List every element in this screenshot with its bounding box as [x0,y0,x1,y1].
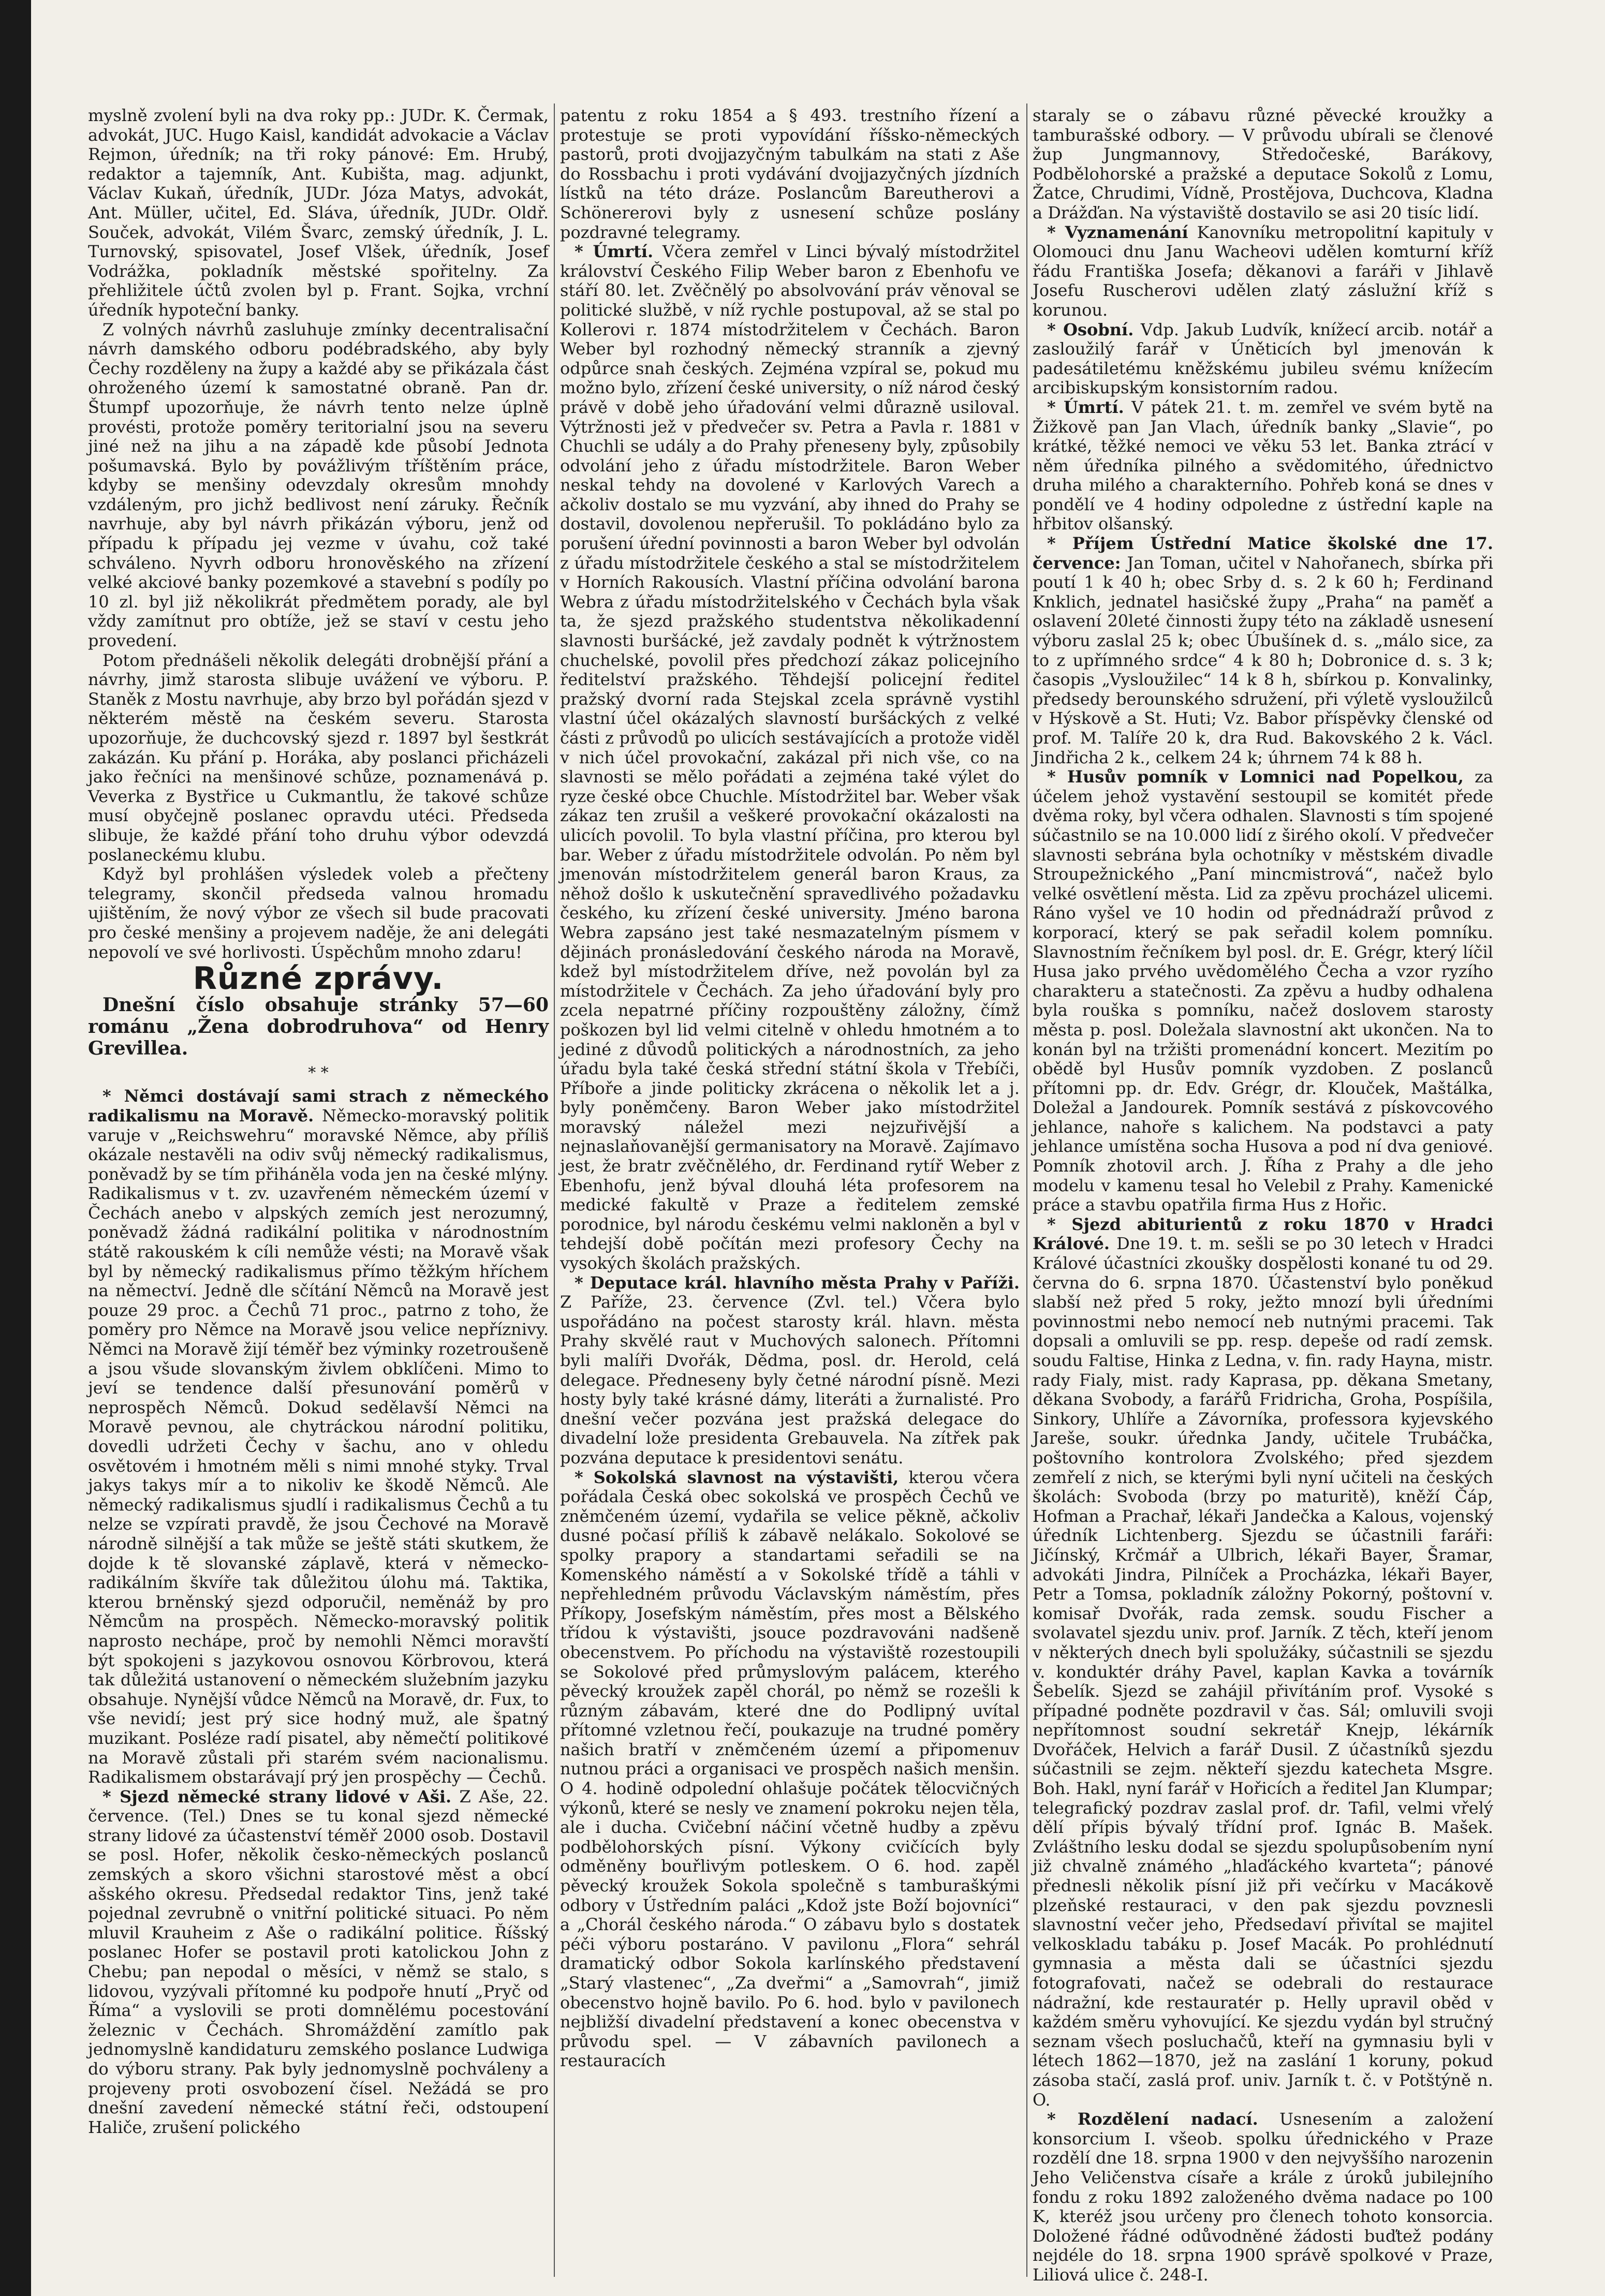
article-continuation: staraly se o zábavu různé pěvecké kroužky a tamburašské odbory. — V průvodu ubírali se členové žup Jungmannovy, Středočeské, Barákovy, Podbělohorské a pražské a deputace Sokolů z Lomu, Žatce, Chrudimi, Vídně, Prostějova, Duchcova, Kladna a Drážďan. Na výstaviště dostavilo se asi 20 tisíc lidí. [1033,106,1493,223]
article-paragraph: Z volných návrhů zasluhuje zmínky decentralisační návrh damského odboru podébradského, aby byly Čechy rozděleny na župy a každé aby se přikázala část ohroženého území k samostatné obraně. Pan dr. Štumpf upozorňuje, že návrh tento nelze úplně provésti, protože poměry teritorialní jsou na severu jiné než na jihu a na západě kde působí Jednota pošumavská. Bylo by povážlivým tříštěním práce, kdyby se menšiny odevzdaly okresům mnohdy vzdáleným, pro jichž bedlivost není záruky. Řečník navrhuje, aby byl návrh přikázán výboru, jenž od případu k případu jej vezme v úvahu, což také schváleno. Nyvrh odboru hronověského na zřízení velké akciové banky pozemkové a stavební s podíly po 10 zl. byl již několikrát předmětem porady, ale byl vždy zamítnut pro obtíže, jež se staví v cestu jeho provedení. [88,319,549,651]
article-continuation: myslně zvolení byli na dva roky pp.: JUDr. K. Čermak, advokát, JUC. Hugo Kaisl, kandidát advokacie a Václav Rejmon, úředník; na tři roky pánové: Em. Hrubý, redaktor a tajemník, Ant. Kubišta, mag. adjunkt, Václav Kukaň, úředník, JUDr. Józa Matys, advokát, Ant. Müller, učitel, Ed. Sláva, úředník, JUDr. Oldř. Souček, advokát, Vilém Švarc, zemský úředník, J. L. Turnovský, spisovatel, Josef Vlšek, úředník, Josef Vodrážka, pokladník městské spořitelny. Za přehližitele účtů zvolen byl p. Frant. Sojka, vrchní úředník hypoteční banky. [88,106,549,320]
news-text: kterou včera pořádala Česká obec sokolská ve prospěch Čechů ve zněmčeném území, vydařila se velice pěkně, ačkoliv dusné počasí příliš k zábavě nelákalo. Sokolové se spolky prapory a standartami seřadili se na Komenského náměstí a v Sokolské třídě a táhli v nepřehledném průvodu Václavským náměstím, přes Příkopy, Josefským náměstím, přes most a Bělského třídou k výstavišti, jsouce pozdravováni nadšeně obecenstvem. Po příchodu na výstaviště rozestoupili se Sokolové před průmyslovým palácem, kterého pěvecký kroužek zapěl chorál, po němž se rozešli k různým zábavám, které dne do Podlipný uvítal přítomné vzletnou řečí, poukazuje na trudné poměry našich bratří v zněmčeném území a připomenuv nutnou práci a organisaci ve prospěch našich menšin. O 4. hodině odpolední ohlašuje počátek tělocvičných výkonů, které se nesly ve znamení pokroku nejen těla, ale i ducha. Cvičební náčiní včetně hudby a zpěvu podbělohorských písní. Výkony cvičících byly odměněny bouřlivým potleskem. O 6. hod. zapěl pěvecký kroužek Sokola společně s tamburaškými odbory v Ústředním paláci „Kdož jste Boží bojovníci“ a „Chorál českého národa.“ O zábavu bylo s dostatek péči výboru postaráno. V pavilonu „Flora“ sehrál dramatický odbor Sokola karlínského představení „Starý vlastenec“, „Za dveřmi“ a „Samovrah“, jimiž obecenstvo hojně bavilo. Po 6. hod. bylo v pavilonech nejbližší divadelní představení a konec obecenstva v průvodu spel. — V zábavních pavilonech a restauracích [560,1467,1020,2071]
news-title: * Příjem Ústřední Matice školské dne 17. července: [1033,534,1493,573]
article-paragraph: Když byl prohlášen výsledek voleb a přečteny telegramy, skončil předseda valnou hromadu ujištěním, že nový výbor ze všech sil bude pracovati pro české menšiny a projevem naděje, že ani delegáti nepovolí ve své horlivosti. Úspěchům mnoho zdaru! [88,864,549,962]
news-title: * Deputace král. hlavního města Prahy v Paříži. [575,1272,1020,1293]
news-title: * Rozdělení nadací. [1047,2109,1258,2129]
scan-edge [0,0,31,2296]
separator-stars: * * [308,1063,329,1082]
news-title: * Osobní. [1047,319,1134,339]
news-text: za účelem jehož vystavění sestoupil se komitét přede dvěma roky, byl včera odhalen. Slavnosti s tím spojené súčastnilo se na 10.000 lidí z širého okolí. V předvečer slavnosti sebrána byla ochotníky v městském divadle Stroupežnického „Paní mincmistrová“, načež bylo velké osvětlení města. Lid za zpěvu procházel ulicemi. Ráno vyšel ve 10 hodin od přednádraží průvod z korporací, který se pak seřadil kolem pomníku. Slavnostním řečníkem byl posl. dr. E. Grégr, který líčil Husa jako prvého uvědomělého Čecha a vzor ryzího charakteru a statečnosti. Za zpěvu a hudby odhalena byla rouška s pomníku, načež doslovem starosty města p. posl. Doležala slavnostní akt ukončen. Na to konán byl na tržišti promenádní koncert. Mezitím po obědě byl Husův pomník vyzdoben. Z poslanců přítomni pp. dr. Edv. Grégr, dr. Klouček, Maštálka, Doležal a Jandourek. Pomník sestává z pískovcového jehlance, nahoře s kalichem. Na podstavci a paty jehlance umístěna socha Husova a pod ní dva geniové. Pomník zhotovil arch. J. Říha z Prahy a dle jeho modelu v kamenu tesal ho Velebil z Prahy. Kamenické práce a stavbu opatřila firma Hus z Hořic. [1033,767,1493,1215]
news-text: Kanovníku metropolitní kapituly v Olomouci dnu Janu Wacheovi udělen komturní kříž řádu Františka Josefa; děkanovi a faráři v Jihlavě Josefu Ruscherovi udělen zlatý záslužní kříž s korunou. [1033,222,1494,320]
news-text: Z Paříže, 23. července (Zvl. tel.) Včera bylo uspořádáno na počest starosty král. hlavn. města Prahy skvělé raut v Muchových salonech. Přítomni byli malíři Dvořák, Dědma, posl. dr. Herold, celá delegace. Předneseny byly četné národní písně. Mezi hosty byly také krásné dámy, literáti a žurnalisté. Pro dnešní večer pozvána jest pražská delegace do divadelní lože presidenta Grebauvela. Na zítřek pak pozvána deputace k presidentovi senátu. [560,1292,1020,1468]
news-title: * Němci dostávají sami strach z německého radikalismu na Moravě. [88,1086,549,1125]
article-continuation: patentu z roku 1854 a § 493. trestního řízení a protestuje se proti vypovídání říšsko-německých pastorů, proti dvojjazyčným tabulkám na stati z Aše do Rossbachu i proti vydávání dvojjazyčných jízdních lístků na této dráze. Poslancům Bareutherovi a Schönererovi byly z usnesení schůze poslány pozdravné telegramy. [560,106,1020,242]
news-title: * Úmrtí. [1047,397,1124,417]
news-text: Jan Toman, učitel v Nahořanech, sbírka při poutí 1 k 40 h; obec Srby d. s. 2 k 60 h; Ferdinand Knklich, jednatel hasičské župy „Praha“ na paměť a oslavení 20leté činnosti župy této na základě usnesení výboru zaslal 25 k; obec Úbušínek d. s. „málo sice, za to z upřímného srdce“ 4 k 80 h; Dobronice d. s. 3 k; časopis „Vysloužilec“ 14 k 8 h, sbírkou p. Konvalinky, předsedy berounského sdružení, při výletě vysloužilců v Hýskově a St. Huti; Vz. Babor příspěvky členské od prof. M. Talíře 20 k, dra Rud. Bakovského 2 k. Václ. Jindřicha 2 k., celkem 24 k; úhrnem 74 k 88 h. [1033,553,1494,767]
news-text: Včera zemřel v Linci bývalý místodržitel království Českého Filip Weber baron z Ebenhofu ve stáří 80. let. Zvěčnělý po absolvování práv věnoval se politické službě, v níž rychle postupoval, až se stal po Kollerovi r. 1874 místodržitelem v Čechách. Baron Weber byl rozhodný německý stranník a zjevný odpůrce snah českých. Zejména vzpíral se, pokud mu možno bylo, zřízení české university, o níž národ český právě v době jeho úřadování velmi důrazně usiloval. Výtržnosti jež v předvečer sv. Petra a Pavla r. 1881 v Chuchli se udály a do Prahy přeneseny byly, způsobily odvolání jeho z úřadu místodržitele. Baron Weber neskal tehdy na dovolené v Karlových Varech a ačkoliv dostalo se mu vyzvání, aby ihned do Prahy se dostavil, dovolenou nepřerušil. To pokládáno bylo za porušení úřední povinnosti a baron Weber byl odvolán z úřadu místodržitele českého a stal se místodržitelem v Horních Rakousích. Vlastní příčina odvolání barona Webra z úřadu místodržitelského v Čechách byla však ta, že sjezd pražského studentstva několikadenní slavnosti buršácké, jež zavdaly podnět k výtržnostem chuchelské, povolil přes předchozí zákaz policejního ředitelství pražského. Těhdejší policejní ředitel pražský dvorní rada Stejskal zcela správně vystihl vlastní účel okázalých slavností buršáckých z velké části z průvodů po ulicích sestávajících a protože viděl v nich účel provokační, zakázal při nich vše, co na slavnosti se mělo pořádati a zejména také výlet do ryze české obce Chuchle. Místodržitel bar. Weber však zákaz ten zrušil a veškeré provokační okázalosti na ulicích povolil. To byla vlastní příčina, pro kterou byl bar. Weber z úřadu místodržitele odvolán. Po něm byl jmenován místodržitelem generál baron Kraus, za něhož došlo k uskutečnění spravedlivého požadavku českého, ku zřízení české university. Jméno barona Webra zapsáno jest také nesmazatelným písmem v dějinách pronásledování českého národa na Moravě, kdež byl místodržitelem dříve, než povolán byl za místodržitele v Čechách. Za jeho úřadování byly pro zcela nepatrné příčiny rozpouštěny záložny, čímž poškozen byl lid velmi citelně v ohledu hmotném a to jediné z důvodů politických a národnostních, za jeho úřadu byla také česká střední státní škola v Třebíči, Příboře a jinde politicky zkrácena o několik let a j. byly poněmčeny. Baron Weber jako místodržitel moravský náležel mezi nejzuřivější a nejnaslaňovanější germanisatory na Moravě. Zajímavo jest, že bratr zvěčnělého, dr. Ferdinand rytíř Weber z Ebenhofu, jenž býval dlouhá léta profesorem na medické fakultě v Praze a ředitelem zemské porodnice, byl národu českému velmi nakloněn a byl v tehdejší době počítán mezi profesory Čechy na vysokých školách pražských. [560,242,1020,1273]
news-title: * Sokolská slavnost na výstavišti, [575,1467,899,1487]
news-text: Německo-moravský politik varuje v „Reichswehru“ moravské Němce, aby příliš okázale nestavěli na odiv svůj německý radikalismus, poněvadž by se tím přiháněla voda jen na české mlýny. Radikalismus v t. zv. uzavřeném německém území v Čechách anebo v alpských zemích jest nerozumný, poněvadž žádná radikální politika v národnostním státě rakouském k cíli nemůže vésti; na Moravě však byl by německý radikalismus přímo těžkým hříchem na němectví. Jedně dle sčítání Němců na Moravě jest pouze 29 proc. a Čechů 71 proc., patrno z toho, že poměry pro Němce na Moravě jsou velice nepříznivy. Němci na Moravě žijí téměř bez výminky rozetroušeně a jsou všude slovanským živlem obklíčeni. Mimo to jeví se tendence další přesunování poměrů v neprospěch Němců. Dokud sedělavší Němci na Moravě pevnou, ale chytráckou národní politiku, dovedli udržeti Čechy v šachu, ano v ohledu osvětovém i hmotném měli s nimi mnohé styky. Trval jakys takys mír a to nikoliv ke škodě Němců. Ale německý radikalismus sjudlí i radikalismus Čechů a tu nelze se vzpírati pravdě, že jsou Čechové na Moravě národně silnější a tak může se ještě státi skutkem, že dojde k tě slovanské záplavě, která v německo-radikálním škvíře tak důležitou úlohu má. Taktika, kterou brněnský sjezd odporučil, neměnáž by pro Němcům na prospěch. Německo-moravský politik naprosto nechápe, proč by nemohli Němci moravští být spokojeni s jazykovou osnovou Körbrovou, která tak důležitá ustanovení o německém služebním jazyku obsahuje. Nynější vůdce Němců na Moravě, dr. Fux, to vše nevidí; jest prý sice hodný muž, ale špatný muzikant. Posléze radí pisatel, aby němečtí politikové na Moravě zůstali při starém svém nacionalismu. Radikalismem obstarávají prý jen prospěchy — Čechů. [88,1105,549,1787]
news-text: Usnesením a založení konsorcium I. všeob. spolku úřednického v Praze rozdělí dne 18. srpna 1900 v den nejvyššího narozenin Jeho Veličenstva císaře a krále z úroků jubilejního fondu z roku 1892 založeného dvěma nadace po 100 K, kteréž jsou určeny pro členech tohoto konsorcia. Doložené řádné odůvodněné žádosti buďtež podány nejdéle do 18. srpna 1900 správě spolkové v Praze, Liliová ulice č. 248-I. [1033,2109,1493,2285]
column-rule [554,103,555,2277]
news-title: * Husův pomník v Lomnici nad Popelkou, [1047,767,1464,787]
news-title: * Sjezd abiturientů z roku 1870 v Hradci Králové. [1033,1214,1493,1254]
news-title: * Vyznamenání [1047,222,1188,242]
section-heading: Různé zprávy. [193,960,444,997]
novel-announcement: Dnešní číslo obsahuje stránky 57—60 románu „Žena dobrodruhova“ od Henry Grevillea. [88,994,549,1059]
column-2 [560,106,1020,2274]
news-title: * Sjezd německé strany lidové v Aši. [102,1786,452,1806]
news-text: V pátek 21. t. m. zemřel ve svém bytě na Žižkově pan Jan Vlach, úředník banky „Slavie“, po krátké, těžké nemoci ve věku 53 let. Banka ztrácí v něm úředníka pilného a svědomitého, úřednictvo druha milého a charakterního. Pohřeb koná se dnes v pondělí ve 4 hodiny odpoledne z ústřední kaple na hřbitov olšanský. [1033,397,1494,534]
column-rule [1026,103,1027,2277]
column-3 [1033,106,1494,2285]
news-title: * Úmrtí. [575,242,654,262]
column-1 [88,106,549,2274]
news-text: Dne 19. t. m. sešli se po 30 letech v Hradci Králové účastníci zkoušky dospělosti konané tu od 29. června do 6. srpna 1870. Účastenství bylo poněkud slabší než před 5 roky, ježto mnozí byli úředními povinnostmi nebo nemocí neb nutnými pracemi. Tak dopsali a omluvili se pp. resp. depeše od radí zemsk. soudu Faltise, Hinka z Ledna, v. fin. rady Hayna, mistr. rady Fialy, mist. rady Kaprasa, pp. děkana Smetany, děkana Svobody, a farářů Fridricha, Groha, Pospíšila, Sinkory, Uhlíře a Závorníka, professora kyjevského Jareše, soukr. úřednka Jandy, učitele Trubáčka, poštovního kontrolora Zvolského; před sjezdem zemřelí z nich, se kterými byli nyní učiteli na českých školách: Svoboda (brzy po maturitě), kněží Čáp, Hofman a Prachař, lékaři Jandečka a Kalous, vojenský úředník Lichtenberg. Sjezdu se účastnili faráři: Jičínský, Krčmář a Ulbrich, lékaři Bayer, Šramar, advokáti Jindra, Pilníček a Procházka, lékaři Bayer, Petr a Tomsa, pokladník záložny Pokorný, poštovní v. komisař Dvořák, rada zemsk. soudu Fischer a svolavatel sjezdu univ. prof. Jarník. Z těch, kteří jenom v některých dnech byli spolužáky, súčastnili se sjezdu v. konduktér dráhy Pavel, kaplan Kavka a továrník Šebelík. Sjezd se zahájil přivítáním prof. Vysoké s případné podněte pozdravil v čas. Sál; omluvili svoji nepřítomnost soudní sekretář Knejp, lékárník Dvořáček, Helvich a farář Dusil. Z účastníků sjezdu súčastnili se zejm. někteří sjezdu katecheta Msgre. Boh. Hakl, nyní farář v Hořicích a ředitel Jan Klumpar; telegrafický pozdrav zaslal prof. dr. Tafil, velmi vřelý dělí přípis bývalý třídní prof. Ignác B. Mašek. Zvláštního lesku dodal se sjezdu spolupůsobením nyní již chvalně známého „hlaďáckého kvarteta“; pánové přednesli několik písní již při večírku v Macákově plzeňské restauraci, v den pak sjezdu povznesli slavnostní večer jeho, Předsedaví přivítal se majitel velkoskladu tabáku p. Josef Macák. Po prohlédnutí gymnasia a města dali se účastníci sjezdu fotografovati, načež se odebrali do restaurace nádražní, kde restauratér p. Helly upravil oběd v každém směru vyhovující. Ke sjezdu vydán byl stručný seznam všech posluchačů, kteří na gymnasiu byli v létech 1862—1870, jež na zaslání 1 koruny, pokud zásoba stačí, zaslá prof. univ. Jarník t. č. v Potštýně n. O. [1033,1234,1494,2110]
news-text: Vdp. Jakub Ludvík, knížecí arcib. notář a zasloužilý farář v Úněticích byl jmenován k padesátiletému kněžskému jubileu svému knížecím arcibiskupským konsistorním radou. [1033,319,1494,398]
article-paragraph: Potom přednášeli několik delegáti drobnější přání a návrhy, jimž starosta slibuje uvážení ve výboru. P. Staněk z Mostu navrhuje, aby brzo byl pořádán sjezd v některém městě na českém severu. Starosta upozorňuje, že duchcovský sjezd r. 1897 byl šestkrát zakázán. Ku přání p. Horáka, aby poslanci přicházeli jako řečníci na menšinové schůze, poznamenává p. Veverka z Bystřice u Cukmantlu, že takové schůze musí obyčejně poslanec opravdu utéci. Předseda slibuje, že každé přání toho druhu výbor odevzdá poslaneckému klubu. [88,650,549,865]
news-text: Z Aše, 22. července. (Tel.) Dnes se tu konal sjezd německé strany lidové za účastenství téměř 2000 osob. Dostavil se posl. Hofer, několik česko-německých poslanců zemských a skoro všichni starostové měst a obcí ašského okresu. Předsedal redaktor Tins, jenž také pojednal zevrubně o vnitřní politické situaci. Po něm mluvil Krauheim z Aše o radikální politice. Říšský poslanec Hofer se postavil proti katolickou John z Chebu; pan nepodal o měsíci, v němž se stalo, s lidovou, vyzývali přítomné ku podpoře hnutí „Pryč od Říma“ a vyslovili se proti domnělému pocestování železnic v Čechách. Shromáždění zamítlo pak jednomyslně kandidaturu zemského poslance Ludwiga do výboru strany. Pak byly jednomyslně pochváleny a projeveny proti osvobození čísel. Nežádá se pro dnešní zavedení německé státní řeči, odstoupení Haliče, zrušení polického [88,1786,549,2137]
